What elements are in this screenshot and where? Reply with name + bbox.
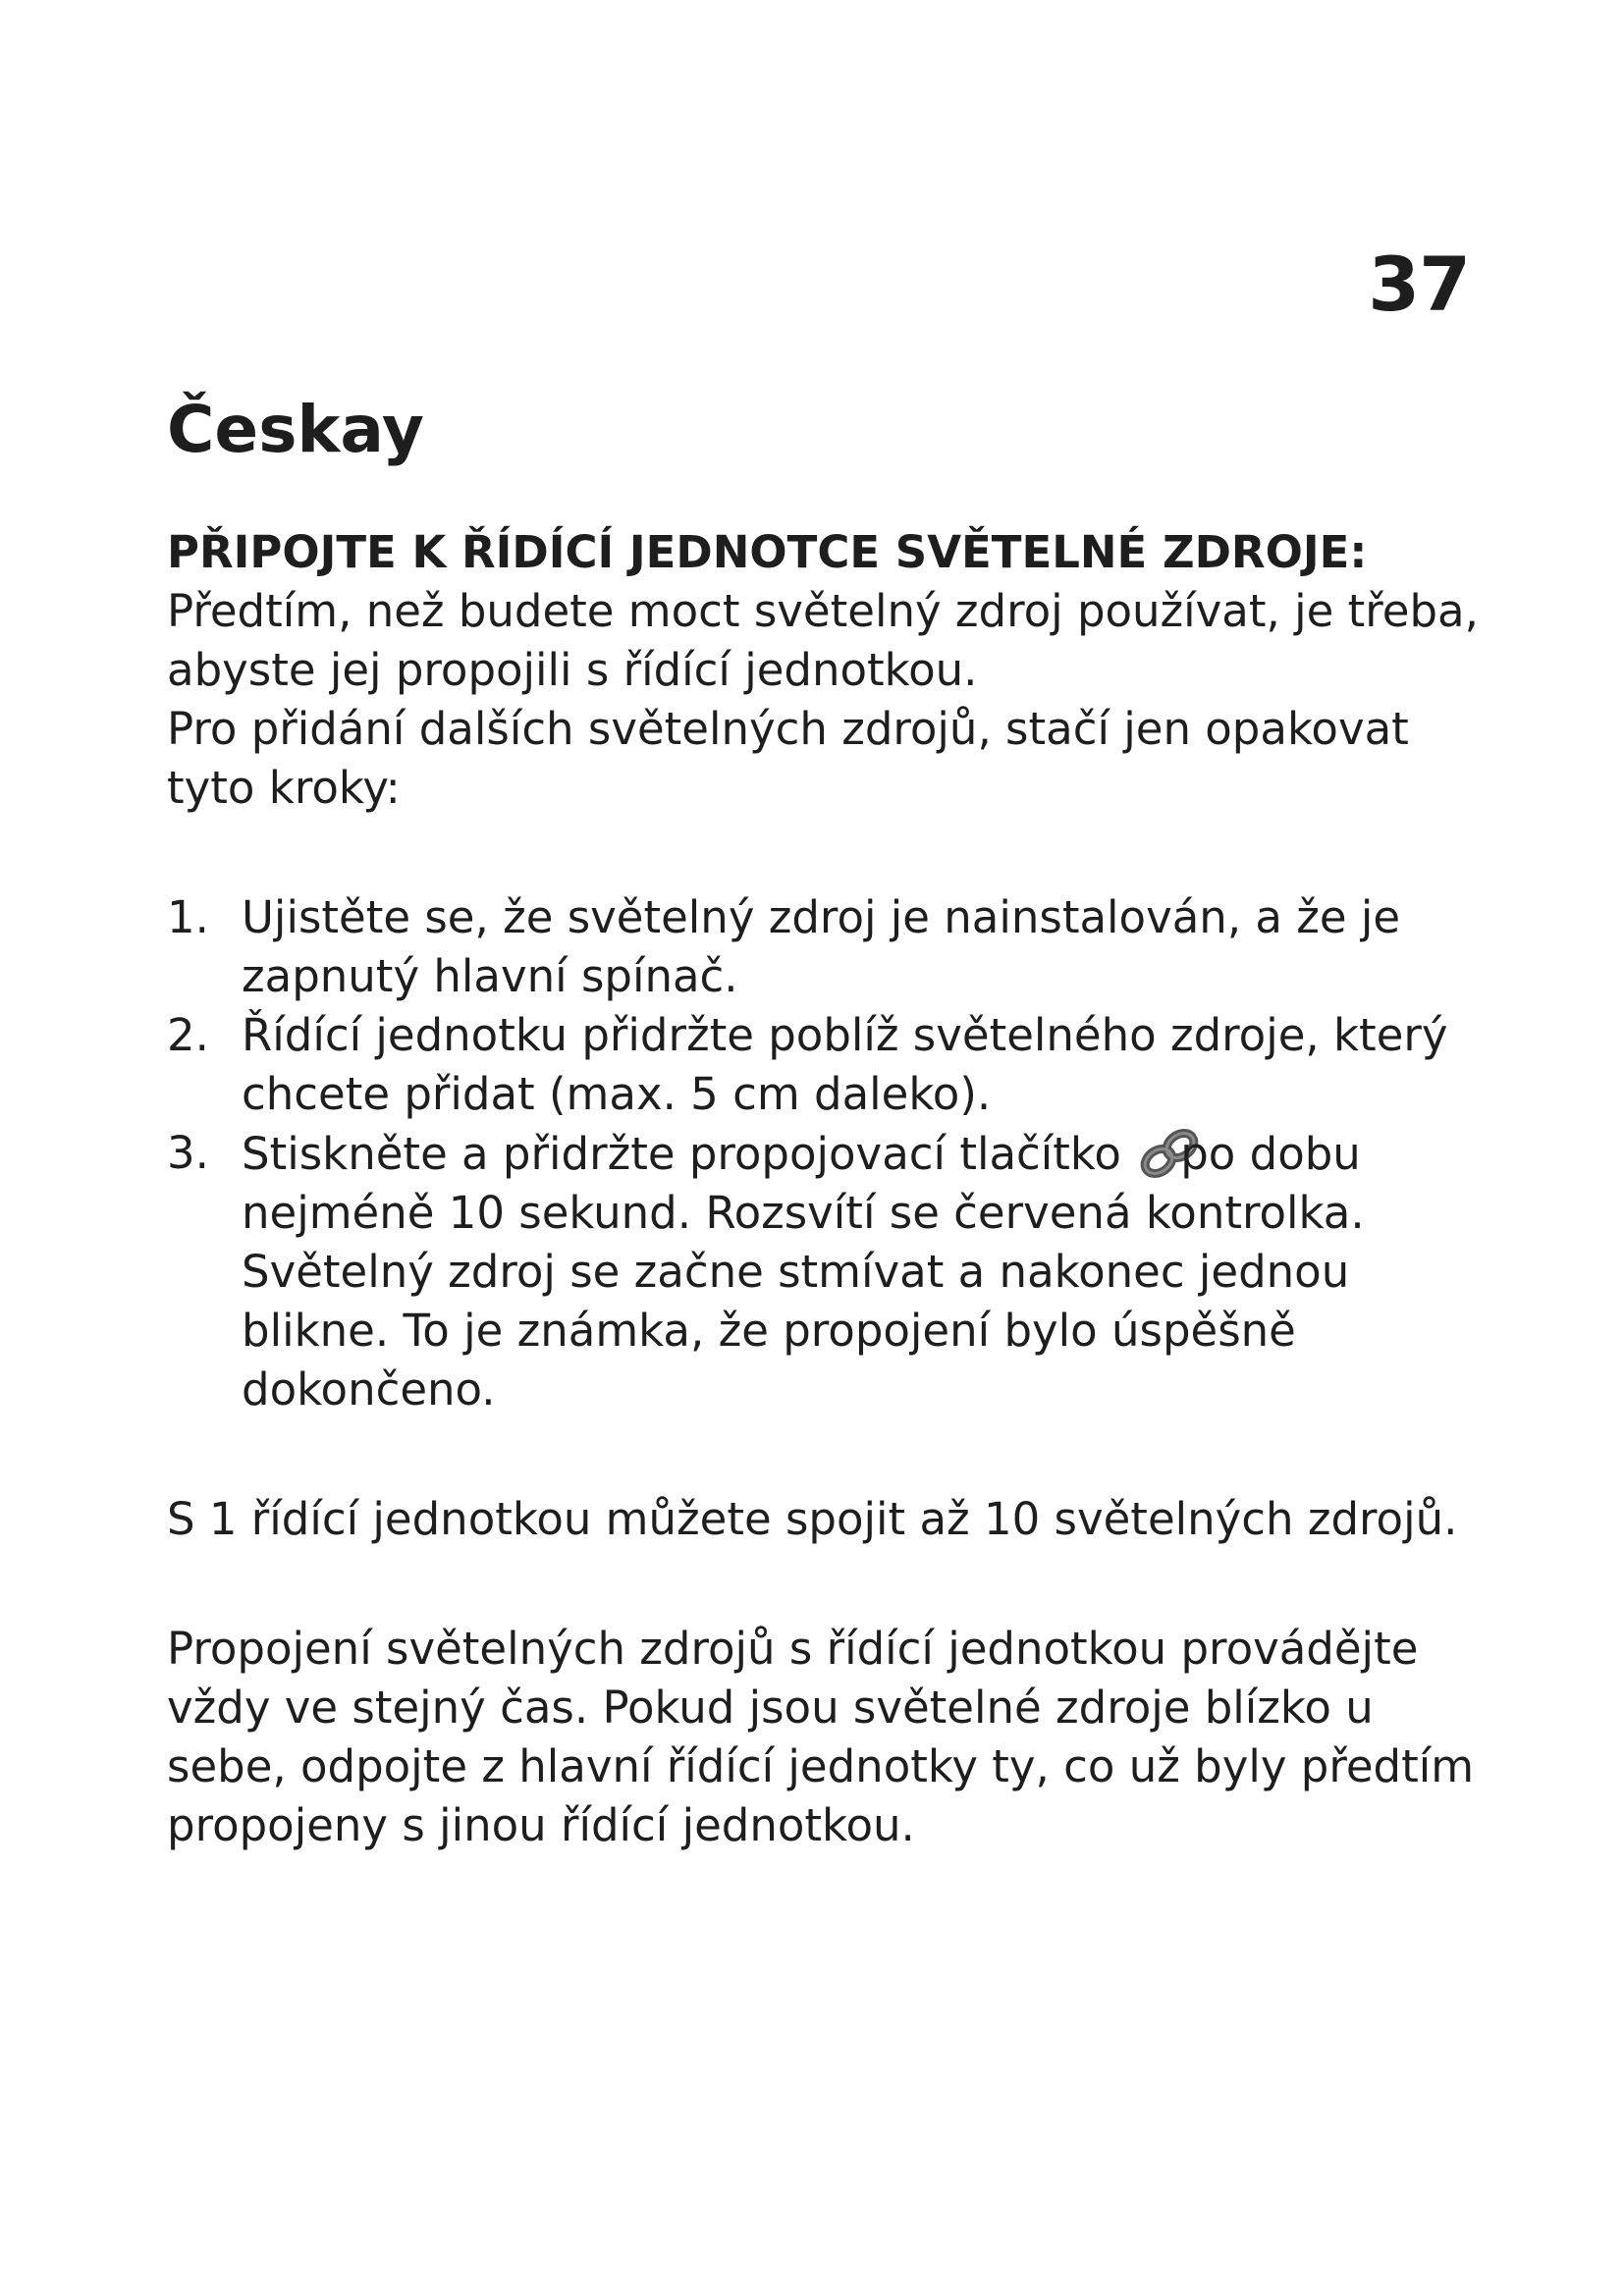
document-body xyxy=(167,391,1483,1855)
section-heading: PŘIPOJTE K ŘÍDÍCÍ JEDNOTCE SVĚTELNÉ ZDROJE: xyxy=(167,526,1368,579)
step-number: 2. xyxy=(167,1009,209,1062)
list-item xyxy=(167,1006,1483,1124)
step-text: Řídící jednotku přidržte poblíž světelného zdroje, který chcete přidat (max. 5 cm daleko). xyxy=(242,1009,1448,1121)
language-title: Českay xyxy=(167,392,424,467)
step-text-before: Stiskněte a přidržte propojovací tlačítko xyxy=(242,1128,1121,1181)
intro-paragraph-1: Předtím, než budete moct světelný zdroj používat, je třeba, abyste jej propojili s řídící jednotkou. xyxy=(167,585,1479,697)
step-number: 1. xyxy=(167,891,209,944)
step-text-after: po dobu nejméně 10 sekund. Rozsvítí se červená kontrolka. Světelný zdroj se začne stmívat a nakonec jednou blikne. To je známka, že propojení bylo úspěšně dokončeno. xyxy=(242,1128,1365,1416)
steps-list xyxy=(167,888,1483,1419)
list-item xyxy=(167,1124,1483,1419)
step-text: Ujistěte se, že světelný zdroj je nainstalován, a že je zapnutý hlavní spínač. xyxy=(242,891,1401,1003)
intro-paragraph-2: Pro přidání dalších světelných zdrojů, stačí jen opakovat tyto kroky: xyxy=(167,703,1409,815)
step-number: 3. xyxy=(167,1127,209,1180)
list-item xyxy=(167,888,1483,1006)
note-pairing-paragraph: Propojení světelných zdrojů s řídící jednotkou provádějte vždy ve stejný čas. Pokud jsou světelné zdroje blízko u sebe, odpojte z hlavní řídící jednotky ty, co už byly předtím propojeny s jinou řídící jednotkou. xyxy=(167,1623,1475,1852)
note-max-paragraph: S 1 řídící jednotkou můžete spojit až 10 světelných zdrojů. xyxy=(167,1493,1458,1546)
page-number: 37 xyxy=(1368,240,1470,328)
